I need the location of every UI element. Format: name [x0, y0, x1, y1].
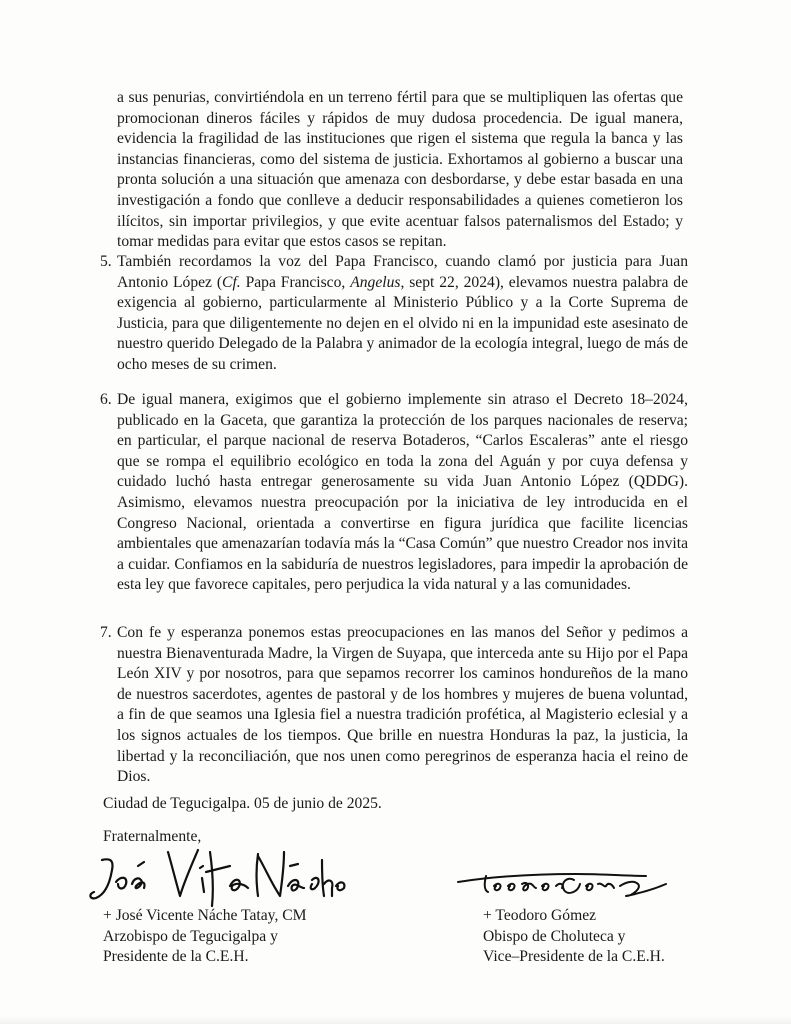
item-text-part: , sept 22, 2024), elevamos nuestra palabra de exigencia al gobierno, particularmente al Ministerio Público y a la Corte Suprema de Justicia, para que diligentemente no dejen en el olvido ni en la impunidad este asesinato de nuestro querido Delegado de la Palabra y animador de la ecología integral, luego de más de ocho meses de su crimen. [117, 273, 688, 373]
citation-title: Angelus [350, 273, 401, 291]
item-text-part: Papa Francisco, [240, 273, 351, 291]
item-number: 6. [100, 391, 112, 408]
signatory-right [483, 906, 665, 968]
signatory-name: + José Vicente Náche Tatay, CM [103, 907, 307, 924]
item-text: Con fe y esperanza ponemos estas preocupaciones en las manos del Señor y pedimos a nuestra Bienaventurada Madre, la Virgen de Suyapa, que interceda ante su Hijo por el Papa León XIV y por nosotros, para que sepamos recorrer los caminos hondureños de la mano de nuestros sacerdotes, agentes de pastoral y de los hombres y mujeres de buena voluntad, a fin de que seamos una Iglesia fiel a nuestra tradición profética, al Magisterio eclesial y a los signos actuales de los tiempos. Que brille en nuestra Honduras la paz, la justicia, la libertad y la reconciliación, que nos unen como peregrinos de esperanza hacia el reino de Dios. [117, 624, 688, 786]
signature-right [456, 862, 696, 902]
item-text-part: También recordamos la voz del Papa Francisco, cuando clamó por justicia para Juan Antonio López ( [117, 253, 688, 291]
signatory-title: Vice–Presidente de la C.E.H. [483, 948, 665, 966]
signatory-title: Obispo de Choluteca y [483, 927, 626, 945]
place-date: Ciudad de Tegucigalpa. 05 de junio de 2025. [103, 795, 382, 812]
item-text: De igual manera, exigimos que el gobierno implemente sin atraso el Decreto 18–2024, publicado en la Gaceta, que garantiza la protección de los parques nacionales de reserva; en particular, el parque nacional de reserva Botaderos, “Carlos Escaleras” ante el riesgo que se rompa el equilibrio ecológico en toda la zona del Aguán y por cuya defensa y cuidado luchó hasta entregar generosamente su vida Juan Antonio López (QDDG). Asimismo, elevamos nuestra preocupación por la iniciativa de ley introducida en el Congreso Nacional, orientada a convertirse en figura jurídica que facilite licencias ambientales que amenazarían todavía más la “Casa Común” que nuestro Creador nos invita a cuidar. Confiamos en la sabiduría de nuestros legisladores, para impedir la aprobación de esta ley que favorece capitales, pero perjudica la vida natural y a las comunidades. [117, 391, 688, 594]
item-number: 5. [100, 253, 112, 270]
item-number: 7. [100, 624, 112, 641]
signatory-name: + Teodoro Gómez [483, 907, 597, 924]
continuation-paragraph: a sus penurias, convirtiéndola en un terreno fértil para que se multipliquen las ofertas que promocionan dineros fáciles y rápidos de muy dudosa procedencia. De igual manera, evidencia la fragilidad de las instituciones que rigen el sistema que regula la banca y las instancias financieras, como del sistema de justicia. Exhortamos al gobierno a buscar una pronta solución a una situación que amenaza con desbordarse, y debe estar basada en una investigación a fondo que conlleve a deducir responsabilidades a quienes cometieron los ilícitos, sin importar privilegios, y que evite acentuar falsos paternalismos del Estado; y tomar medidas para evitar que estos casos se repitan. [117, 89, 683, 251]
signatory-title: Presidente de la C.E.H. [103, 948, 249, 966]
scan-edge [0, 1014, 791, 1024]
signatory-title: Arzobispo de Tegucigalpa y [103, 927, 278, 945]
item-text [117, 252, 688, 376]
signature-left [80, 842, 350, 912]
signatory-left [103, 906, 307, 968]
citation-abbrev: Cf. [222, 273, 241, 291]
closing-salutation: Fraternalmente, [103, 828, 202, 845]
